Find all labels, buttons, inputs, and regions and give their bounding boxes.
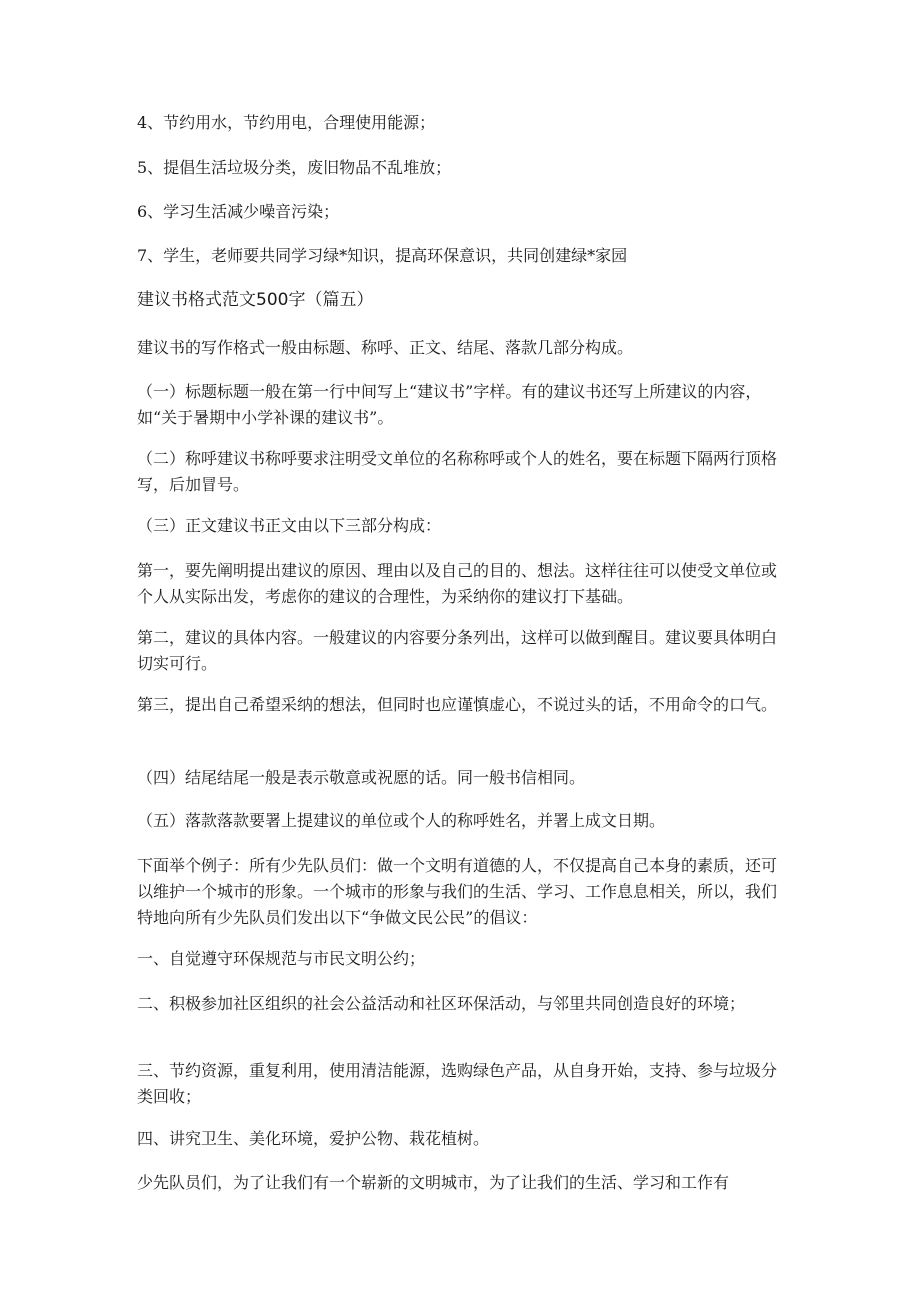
paragraph-closing-part: （四）结尾结尾一般是表示敬意或祝愿的话。同一般书信相同。 bbox=[137, 768, 586, 787]
proposal-item-1: 一、自觉遵守环保规范与市民文明公约； bbox=[137, 949, 426, 968]
proposal-item-3: 三、节约资源，重复利用，使用清洁能源，选购绿色产品，从自身开始，支持、参与垃圾分类回收； bbox=[137, 1061, 778, 1106]
proposal-item-4: 四、讲究卫生、美化环境，爱护公物、栽花植树。 bbox=[137, 1129, 490, 1148]
list-item-5: 5、提倡生活垃圾分类，废旧物品不乱堆放； bbox=[137, 158, 452, 177]
paragraph-second: 第二，建议的具体内容。一般建议的内容要分条列出，这样可以做到醒目。建议要具体明白切实可行。 bbox=[137, 628, 778, 673]
paragraph-format-intro: 建议书的写作格式一般由标题、称呼、正文、结尾、落款几部分构成。 bbox=[137, 338, 634, 357]
list-item-4: 4、节约用水，节约用电，合理使用能源； bbox=[137, 113, 436, 132]
paragraph-first: 第一，要先阐明提出建议的原因、理由以及自己的目的、想法。这样往往可以使受文单位或个人从实际出发，考虑你的建议的合理性，为采纳你的建议打下基础。 bbox=[137, 561, 778, 606]
paragraph-example: 下面举个例子：所有少先队员们：做一个文明有道德的人，不仅提高自己本身的素质，还可以维护一个城市的形象。一个城市的形象与我们的生活、学习、工作息息相关，所以，我们特地向所有少先队员们发出以下“争做文民公民”的倡议： bbox=[137, 856, 778, 927]
paragraph-third: 第三，提出自己希望采纳的想法，但同时也应谨慎虚心，不说过头的话，不用命令的口气。 bbox=[137, 695, 778, 714]
section-title: 建议书格式范文500字（篇五） bbox=[137, 290, 374, 310]
proposal-item-2: 二、积极参加社区组织的社会公益活动和社区环保活动，与邻里共同创造良好的环境； bbox=[137, 994, 746, 1013]
paragraph-body-part: （三）正文建议书正文由以下三部分构成： bbox=[137, 516, 442, 535]
list-item-7: 7、学生，老师要共同学习绿*知识，提高环保意识，共同创建绿*家园 bbox=[137, 246, 628, 265]
paragraph-closing-appeal: 少先队员们，为了让我们有一个崭新的文明城市，为了让我们的生活、学习和工作有 bbox=[137, 1173, 730, 1192]
paragraph-salutation-part: （二）称呼建议书称呼要求注明受文单位的名称称呼或个人的姓名，要在标题下隔两行顶格写，后加冒号。 bbox=[137, 449, 778, 494]
list-item-6: 6、学习生活减少噪音污染； bbox=[137, 202, 340, 221]
paragraph-title-part: （一）标题标题一般在第一行中间写上“建议书”字样。有的建议书还写上所建议的内容，如“关于暑期中小学补课的建议书”。 bbox=[137, 382, 762, 427]
paragraph-signature-part: （五）落款落款要署上提建议的单位或个人的称呼姓名，并署上成文日期。 bbox=[137, 811, 666, 830]
